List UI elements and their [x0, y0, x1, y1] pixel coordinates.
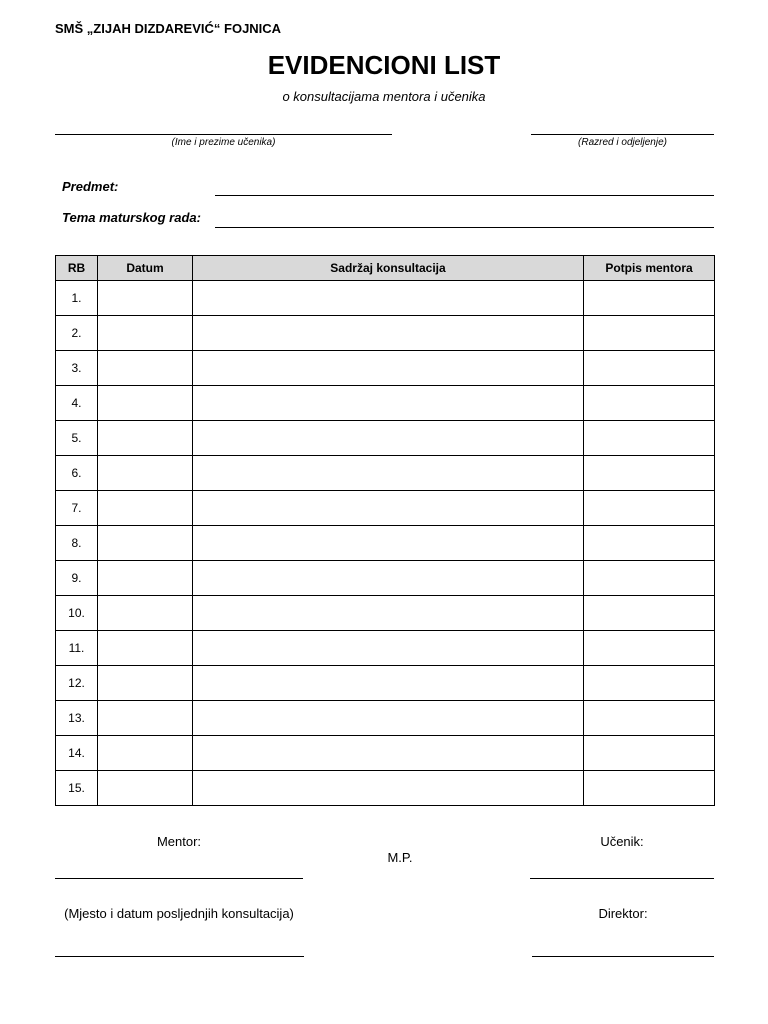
row-number: 6. — [56, 456, 98, 491]
signature-cell[interactable] — [584, 631, 715, 666]
content-cell[interactable] — [193, 771, 584, 806]
date-cell[interactable] — [98, 351, 193, 386]
student-name-line[interactable] — [55, 134, 392, 135]
topic-line[interactable] — [215, 227, 714, 228]
director-signature-line[interactable] — [532, 956, 714, 957]
row-number: 5. — [56, 421, 98, 456]
content-cell[interactable] — [193, 421, 584, 456]
date-cell[interactable] — [98, 771, 193, 806]
date-cell[interactable] — [98, 666, 193, 701]
stamp-label: M.P. — [387, 850, 413, 865]
student-signature-line[interactable] — [530, 878, 714, 879]
table-row — [56, 491, 715, 526]
row-number: 10. — [56, 596, 98, 631]
document-title: EVIDENCIONI LIST — [267, 50, 501, 80]
signature-cell[interactable] — [584, 771, 715, 806]
document-subtitle: o konsultacijama mentora i učenika — [282, 89, 486, 104]
content-cell[interactable] — [193, 456, 584, 491]
signature-cell[interactable] — [584, 561, 715, 596]
row-number: 3. — [56, 351, 98, 386]
mentor-label: Mentor: — [156, 834, 202, 849]
signature-cell[interactable] — [584, 736, 715, 771]
signature-cell[interactable] — [584, 421, 715, 456]
content-cell[interactable] — [193, 666, 584, 701]
row-number: 8. — [56, 526, 98, 561]
header-sadrzaj: Sadržaj konsultacija — [193, 256, 584, 281]
place-date-label: (Mjesto i datum posljednjih konsultacija) — [64, 906, 294, 921]
signature-cell[interactable] — [584, 596, 715, 631]
table-row — [56, 561, 715, 596]
student-label: Učenik: — [600, 834, 644, 849]
row-number: 4. — [56, 386, 98, 421]
table-row — [56, 386, 715, 421]
row-number: 15. — [56, 771, 98, 806]
row-number: 9. — [56, 561, 98, 596]
table-row — [56, 701, 715, 736]
school-name: SMŠ „ZIJAH DIZDAREVIĆ“ FOJNICA — [55, 21, 282, 36]
date-cell[interactable] — [98, 316, 193, 351]
signature-cell[interactable] — [584, 351, 715, 386]
date-cell[interactable] — [98, 281, 193, 316]
date-cell[interactable] — [98, 701, 193, 736]
content-cell[interactable] — [193, 281, 584, 316]
subject-line[interactable] — [215, 195, 714, 196]
table-row — [56, 771, 715, 806]
mentor-signature-line[interactable] — [55, 878, 303, 879]
director-label: Direktor: — [598, 906, 648, 921]
content-cell[interactable] — [193, 316, 584, 351]
class-caption: (Razred i odjeljenje) — [578, 137, 667, 148]
row-number: 1. — [56, 281, 98, 316]
table-row — [56, 456, 715, 491]
content-cell[interactable] — [193, 631, 584, 666]
row-number: 14. — [56, 736, 98, 771]
header-rb: RB — [56, 256, 98, 281]
row-number: 13. — [56, 701, 98, 736]
table-row — [56, 351, 715, 386]
signature-cell[interactable] — [584, 316, 715, 351]
table-body — [56, 281, 715, 806]
signature-cell[interactable] — [584, 491, 715, 526]
table-row — [56, 736, 715, 771]
content-cell[interactable] — [193, 736, 584, 771]
table-row — [56, 316, 715, 351]
content-cell[interactable] — [193, 701, 584, 736]
date-cell[interactable] — [98, 421, 193, 456]
place-date-line[interactable] — [55, 956, 304, 957]
row-number: 11. — [56, 631, 98, 666]
row-number: 2. — [56, 316, 98, 351]
table-row — [56, 421, 715, 456]
table-row — [56, 631, 715, 666]
consultation-table — [55, 255, 715, 806]
table-row — [56, 666, 715, 701]
signature-cell[interactable] — [584, 386, 715, 421]
table-row — [56, 526, 715, 561]
date-cell[interactable] — [98, 736, 193, 771]
table-row — [56, 596, 715, 631]
content-cell[interactable] — [193, 596, 584, 631]
signature-cell[interactable] — [584, 666, 715, 701]
date-cell[interactable] — [98, 631, 193, 666]
date-cell[interactable] — [98, 526, 193, 561]
signature-cell[interactable] — [584, 526, 715, 561]
row-number: 7. — [56, 491, 98, 526]
table-row — [56, 281, 715, 316]
date-cell[interactable] — [98, 456, 193, 491]
date-cell[interactable] — [98, 386, 193, 421]
row-number: 12. — [56, 666, 98, 701]
signature-cell[interactable] — [584, 281, 715, 316]
date-cell[interactable] — [98, 491, 193, 526]
header-potpis: Potpis mentora — [584, 256, 715, 281]
date-cell[interactable] — [98, 596, 193, 631]
content-cell[interactable] — [193, 561, 584, 596]
content-cell[interactable] — [193, 351, 584, 386]
student-name-caption: (Ime i prezime učenika) — [171, 137, 276, 148]
class-line[interactable] — [531, 134, 714, 135]
content-cell[interactable] — [193, 526, 584, 561]
subject-label: Predmet: — [62, 179, 119, 194]
table-header-row — [56, 256, 715, 281]
header-datum: Datum — [98, 256, 193, 281]
content-cell[interactable] — [193, 386, 584, 421]
signature-cell[interactable] — [584, 701, 715, 736]
topic-label: Tema maturskog rada: — [62, 210, 201, 225]
date-cell[interactable] — [98, 561, 193, 596]
content-cell[interactable] — [193, 491, 584, 526]
signature-cell[interactable] — [584, 456, 715, 491]
